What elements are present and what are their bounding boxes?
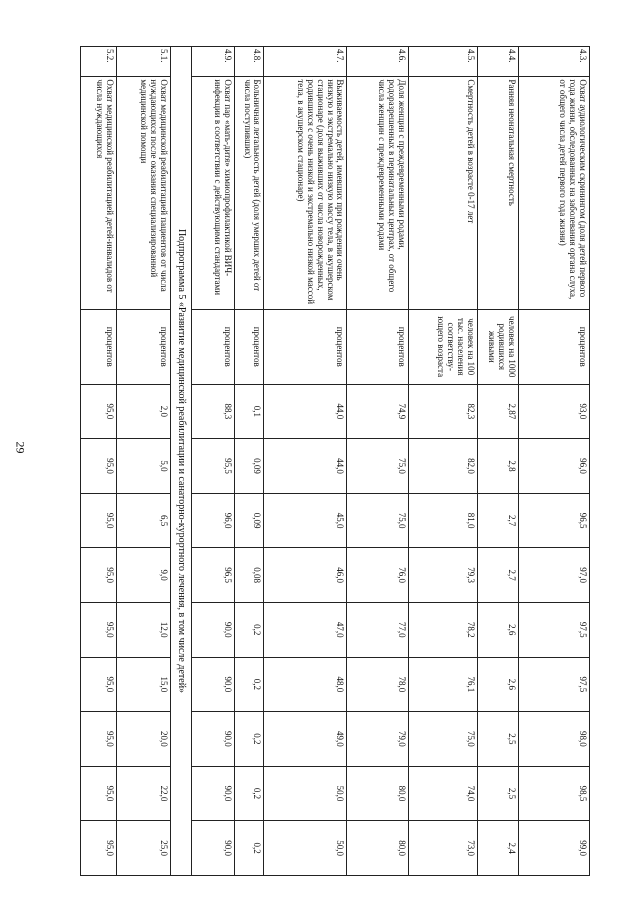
row-number: 4.9. <box>192 47 235 77</box>
value-cell: 74,9 <box>347 384 409 439</box>
value-cell: 0,2 <box>235 821 264 876</box>
value-cell: 49,0 <box>264 712 347 767</box>
value-cell: 90,0 <box>192 766 235 821</box>
value-cell: 98,5 <box>518 766 589 821</box>
indicator-name: Охват пар «мать-дитя» химиопрофилактикой ВИЧ-инфекции в соответствии с действующими стандартами <box>192 77 235 310</box>
table-row <box>116 47 171 876</box>
value-cell: 95,0 <box>81 602 117 657</box>
value-cell: 2,7 <box>477 548 518 603</box>
indicator-name: Смертность детей в возрасте 0-17 лет <box>409 77 478 310</box>
value-cell: 5,0 <box>116 439 171 494</box>
indicator-name: Доля женщин с преждевременными родами, родоразрешенных в перинатальных центрах, от общего числа женщин с преждевременными родами <box>347 77 409 310</box>
indicator-name: Больничная летальность детей (доля умерших детей от числа поступивших) <box>235 77 264 310</box>
value-cell: 90,0 <box>192 712 235 767</box>
subprogram-title: Подпрограмма 5 «Развитие медицинской реабилитации и санаторно-курортного лечения, в том числе детей» <box>171 47 192 876</box>
unit-cell: процентов <box>116 309 171 384</box>
value-cell: 96,5 <box>518 493 589 548</box>
value-cell: 77,0 <box>347 602 409 657</box>
value-cell: 81,0 <box>409 493 478 548</box>
value-cell: 75,0 <box>409 712 478 767</box>
unit-cell: человек на 1000 родившихся живыми <box>477 309 518 384</box>
value-cell: 97,5 <box>518 602 589 657</box>
table-row <box>518 47 589 876</box>
row-number: 5.1. <box>116 47 171 77</box>
value-cell: 0,2 <box>235 766 264 821</box>
value-cell: 2,0 <box>116 384 171 439</box>
table-row <box>477 47 518 876</box>
unit-cell: процентов <box>264 309 347 384</box>
indicator-name: Выживаемость детей, имевших при рождении очень низкую и экстремально низкую массу тела, в акушерском стационаре (доля выживших от числа новорожденных, родившихся с очень низкой и экстремально низкой массой тела, в акушерском стационаре) <box>264 77 347 310</box>
row-number: 4.6. <box>347 47 409 77</box>
value-cell: 12,0 <box>116 602 171 657</box>
value-cell: 96,0 <box>518 439 589 494</box>
page-number: 29 <box>13 441 28 454</box>
value-cell: 2,5 <box>477 712 518 767</box>
value-cell: 44,0 <box>264 384 347 439</box>
value-cell: 79,3 <box>409 548 478 603</box>
value-cell: 0,08 <box>235 548 264 603</box>
value-cell: 76,0 <box>347 548 409 603</box>
subprogram-row <box>171 47 192 876</box>
value-cell: 50,0 <box>264 766 347 821</box>
value-cell: 75,0 <box>347 439 409 494</box>
row-number: 4.4. <box>477 47 518 77</box>
value-cell: 95,0 <box>81 384 117 439</box>
value-cell: 90,0 <box>192 602 235 657</box>
value-cell: 50,0 <box>264 821 347 876</box>
value-cell: 96,5 <box>192 548 235 603</box>
unit-cell: человек на 100 тыс. населения соответству-ющего возраста <box>409 309 478 384</box>
table-row <box>81 47 117 876</box>
table-row <box>192 47 235 876</box>
value-cell: 97,0 <box>518 548 589 603</box>
value-cell: 2,4 <box>477 821 518 876</box>
value-cell: 80,0 <box>347 766 409 821</box>
value-cell: 97,5 <box>518 657 589 712</box>
unit-cell: процентов <box>192 309 235 384</box>
value-cell: 2,5 <box>477 766 518 821</box>
value-cell: 2,8 <box>477 439 518 494</box>
unit-cell: процентов <box>347 309 409 384</box>
value-cell: 73,0 <box>409 821 478 876</box>
value-cell: 9,0 <box>116 548 171 603</box>
row-number: 4.7. <box>264 47 347 77</box>
value-cell: 22,0 <box>116 766 171 821</box>
row-number: 5.2. <box>81 47 117 77</box>
table-row <box>235 47 264 876</box>
value-cell: 76,1 <box>409 657 478 712</box>
table-row <box>409 47 478 876</box>
value-cell: 2,87 <box>477 384 518 439</box>
value-cell: 93,0 <box>518 384 589 439</box>
value-cell: 44,0 <box>264 439 347 494</box>
value-cell: 46,0 <box>264 548 347 603</box>
value-cell: 15,0 <box>116 657 171 712</box>
value-cell: 75,0 <box>347 493 409 548</box>
indicator-name: Охват аудиологическим скринингом (доля детей первого года жизни, обследованных на заболевания органа слуха, от общего числа детей первого года жизни) <box>518 77 589 310</box>
value-cell: 2,6 <box>477 657 518 712</box>
value-cell: 6,5 <box>116 493 171 548</box>
value-cell: 25,0 <box>116 821 171 876</box>
value-cell: 48,0 <box>264 657 347 712</box>
value-cell: 82,3 <box>409 384 478 439</box>
value-cell: 95,0 <box>81 821 117 876</box>
value-cell: 2,7 <box>477 493 518 548</box>
value-cell: 98,0 <box>518 712 589 767</box>
value-cell: 95,0 <box>81 439 117 494</box>
value-cell: 90,0 <box>192 821 235 876</box>
value-cell: 82,0 <box>409 439 478 494</box>
value-cell: 45,0 <box>264 493 347 548</box>
unit-cell: процентов <box>235 309 264 384</box>
value-cell: 95,0 <box>81 712 117 767</box>
value-cell: 0,2 <box>235 712 264 767</box>
table-row <box>264 47 347 876</box>
unit-cell: процентов <box>518 309 589 384</box>
value-cell: 74,0 <box>409 766 478 821</box>
value-cell: 0,09 <box>235 439 264 494</box>
row-number: 4.3. <box>518 47 589 77</box>
value-cell: 95,5 <box>192 439 235 494</box>
value-cell: 95,0 <box>81 548 117 603</box>
indicator-name: Охват медицинской реабилитацией детей-инвалидов от числа нуждающихся <box>81 77 117 310</box>
row-number: 4.5. <box>409 47 478 77</box>
value-cell: 2,6 <box>477 602 518 657</box>
value-cell: 20,0 <box>116 712 171 767</box>
value-cell: 0,2 <box>235 657 264 712</box>
value-cell: 88,3 <box>192 384 235 439</box>
value-cell: 0,09 <box>235 493 264 548</box>
value-cell: 99,0 <box>518 821 589 876</box>
indicator-name: Ранняя неонатальная смертность <box>477 77 518 310</box>
rotated-table-container <box>80 46 590 876</box>
value-cell: 80,0 <box>347 821 409 876</box>
indicators-table <box>80 46 590 876</box>
row-number: 4.8. <box>235 47 264 77</box>
unit-cell: процентов <box>81 309 117 384</box>
value-cell: 47,0 <box>264 602 347 657</box>
value-cell: 95,0 <box>81 657 117 712</box>
value-cell: 78,0 <box>347 657 409 712</box>
value-cell: 78,2 <box>409 602 478 657</box>
indicator-name: Охват медицинской реабилитацией пациентов от числа нуждающихся после оказания специализированной медицинской помощи <box>116 77 171 310</box>
table-row <box>347 47 409 876</box>
value-cell: 0,2 <box>235 602 264 657</box>
value-cell: 95,0 <box>81 766 117 821</box>
value-cell: 0,1 <box>235 384 264 439</box>
value-cell: 96,0 <box>192 493 235 548</box>
value-cell: 90,0 <box>192 657 235 712</box>
value-cell: 95,0 <box>81 493 117 548</box>
value-cell: 79,0 <box>347 712 409 767</box>
